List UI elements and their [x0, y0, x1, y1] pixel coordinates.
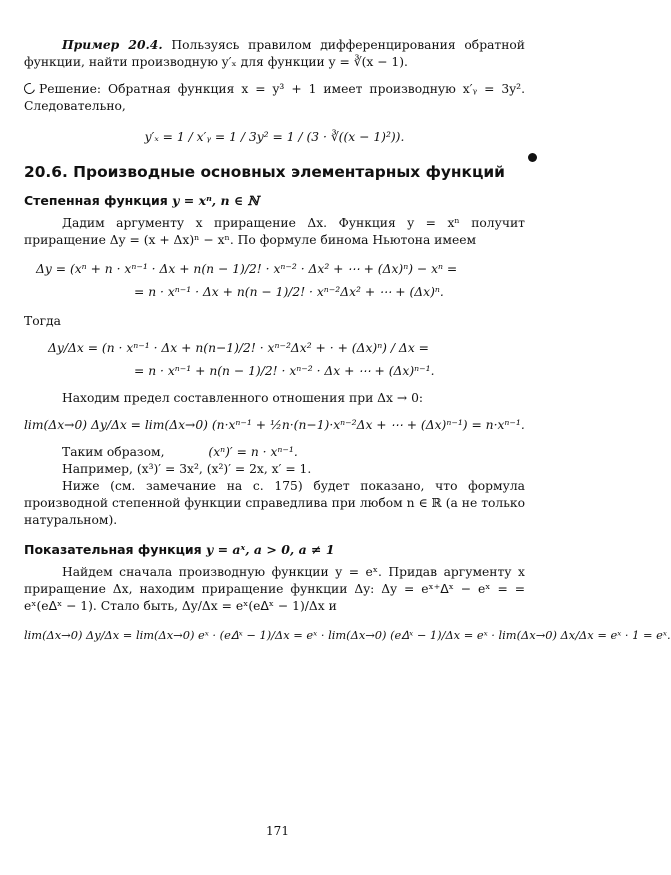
then-label: Тогда	[24, 314, 61, 328]
binom-line-2: = n · xⁿ⁻¹ · Δx + n(n − 1)/2! · xⁿ⁻²Δx² + ⋯ + (Δx)ⁿ.	[134, 285, 444, 299]
thus-paragraph	[24, 444, 525, 461]
solution-paragraph	[24, 81, 525, 115]
section-title: 20.6. Производные основных элементарных функций	[24, 163, 505, 181]
page-number: 171	[266, 824, 289, 838]
thus-formula: (xⁿ)′ = n · xⁿ⁻¹.	[208, 445, 298, 459]
solution-text: Решение: Обратная функция x = y³ + 1 имеет производную x′ᵧ = 3y². Следовательно,	[24, 82, 525, 113]
power-limit-formula: lim(Δx→0) Δy/Δx = lim(Δx→0) (n·xⁿ⁻¹ + ½n·(n−1)·xⁿ⁻²Δx + ⋯ + (Δx)ⁿ⁻¹) = n·xⁿ⁻¹.	[24, 418, 525, 432]
ratio-line-2: = n · xⁿ⁻¹ + n(n − 1)/2! · xⁿ⁻² · Δx + ⋯ + (Δx)ⁿ⁻¹.	[134, 364, 435, 378]
example-label: Пример 20.4.	[62, 37, 163, 52]
exponential-heading-formula: y = aˣ, a > 0, a ≠ 1	[205, 542, 335, 557]
power-example-line: Например, (x³)′ = 3x², (x²)′ = 2x, x′ = 1.	[62, 462, 312, 476]
binom-line-1: Δy = (xⁿ + n · xⁿ⁻¹ · Δx + n(n − 1)/2! · xⁿ⁻² · Δx² + ⋯ + (Δx)ⁿ) − xⁿ =	[36, 262, 458, 276]
power-heading	[24, 192, 525, 209]
power-note: Ниже (см. замечание на с. 175) будет показано, что формула производной степенной функции справедлива при любом n ∈ ℝ (а не только натуральном).	[24, 479, 525, 527]
solution-formula: y′ₓ = 1 / x′ᵧ = 1 / 3y² = 1 / (3 · ∛((x − 1)²)).	[144, 130, 405, 144]
limit-intro: Находим предел составленного отношения при Δx → 0:	[62, 391, 424, 405]
exponential-heading	[24, 541, 525, 558]
end-of-solution-icon	[528, 153, 537, 162]
solution-start-icon	[22, 81, 37, 96]
power-heading-text: Степенная функция	[24, 193, 173, 208]
exponential-limit-formula: lim(Δx→0) Δy/Δx = lim(Δx→0) eˣ · (eᐃˣ − 1)/Δx = eˣ · lim(Δx→0) (eᐃˣ − 1)/Δx = eˣ · lim(Δx→0) Δx/Δx = eˣ · 1 = eˣ.	[24, 628, 671, 642]
power-heading-formula: y = xⁿ, n ∈ ℕ	[172, 193, 259, 208]
power-intro: Дадим аргументу x приращение Δx. Функция y = xⁿ получит приращение Δy = (x + Δx)ⁿ − xⁿ. По формуле бинома Ньютона имеем	[24, 216, 525, 247]
ratio-line-1: Δy/Δx = (n · xⁿ⁻¹ · Δx + n(n−1)/2! · xⁿ⁻²Δx² + · + (Δx)ⁿ) / Δx =	[48, 341, 429, 355]
thus-label: Таким образом,	[62, 445, 165, 459]
example-paragraph	[24, 36, 525, 71]
exponential-heading-text: Показательная функция	[24, 542, 206, 557]
exponential-intro: Найдем сначала производную функции y = eˣ. Придав аргументу x приращение Δx, находим приращение функции Δy: Δy = eˣ⁺ᐃˣ − eˣ = = eˣ(eᐃˣ − 1). Стало быть, Δy/Δx = eˣ(eᐃˣ − 1)/Δx и	[24, 565, 525, 613]
example-text: Пользуясь правилом дифференцирования обратной функции, найти производную y′ₓ для функции y = ∛(x − 1).	[24, 38, 525, 69]
